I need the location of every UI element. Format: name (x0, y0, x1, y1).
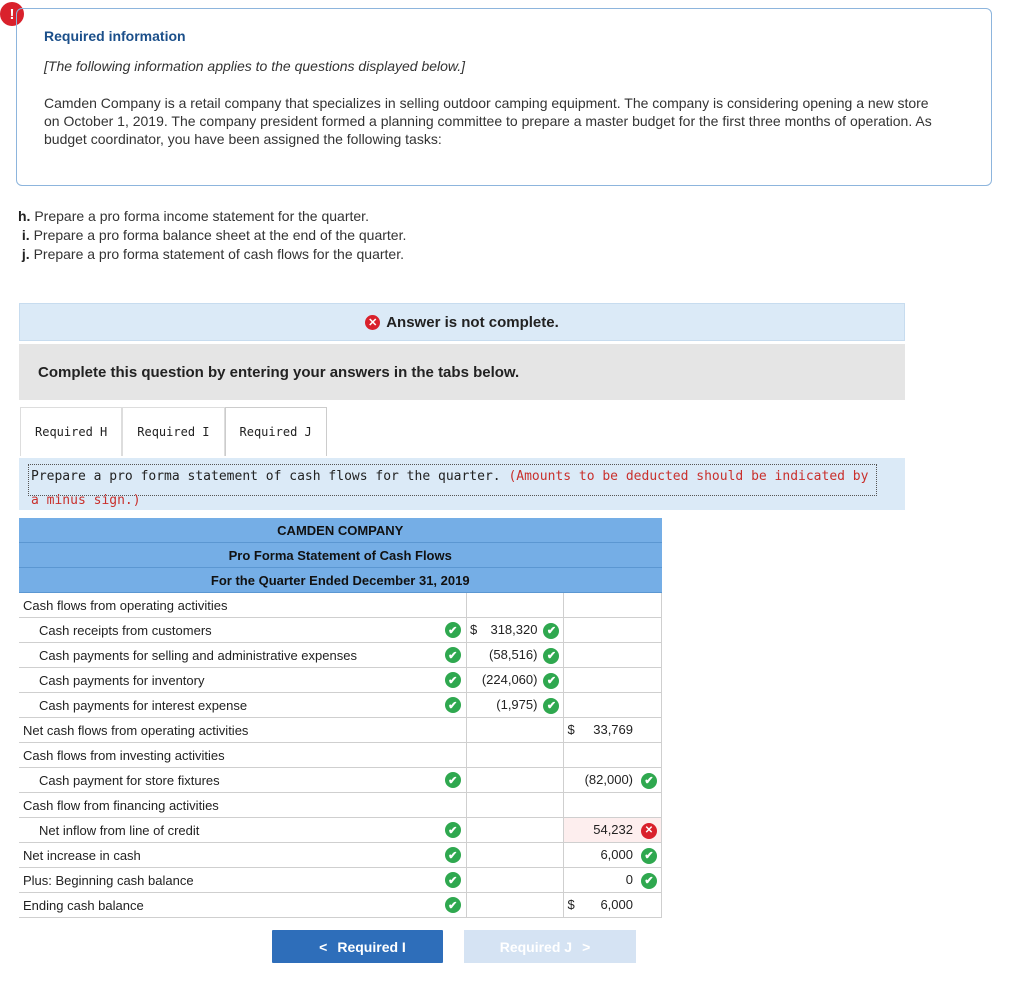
label-check-cell (439, 593, 466, 618)
amount-cell-detail[interactable] (466, 818, 563, 843)
label-check-cell (439, 743, 466, 768)
check-icon: ✔ (543, 698, 559, 714)
tab-required-h[interactable]: Required H (20, 407, 122, 456)
table-row (19, 593, 662, 618)
check-icon: ✔ (445, 647, 461, 663)
task-item: j. Prepare a pro forma statement of cash flows for the quarter. (21, 246, 404, 262)
statement-period: For the Quarter Ended December 31, 2019 (19, 568, 662, 593)
check-icon: ✔ (445, 822, 461, 838)
label-check-cell (439, 893, 466, 918)
complete-prompt: Complete this question by entering your answers in the tabs below. (19, 344, 905, 400)
amount-cell-total[interactable] (564, 593, 662, 618)
check-icon: ✔ (543, 673, 559, 689)
check-icon: ✔ (641, 773, 657, 789)
row-label[interactable]: Cash payment for store fixtures (19, 768, 439, 793)
table-row (19, 743, 662, 768)
label-check-cell (439, 618, 466, 643)
label-check-cell (439, 768, 466, 793)
check-icon: ✔ (445, 772, 461, 788)
instruction-text: Prepare a pro forma statement of cash flows for the quarter. (Amounts to be deducted should be indicated by a minus sign.) (28, 464, 877, 496)
info-title: Required information (44, 28, 186, 44)
label-check-cell (439, 693, 466, 718)
amount-cell-detail[interactable] (466, 593, 563, 618)
table-row (19, 643, 662, 668)
tab-bar (20, 407, 327, 456)
amount-cell-detail[interactable] (466, 768, 563, 793)
row-label[interactable]: Net cash flows from operating activities (19, 718, 439, 743)
amount-cell-detail[interactable] (466, 718, 563, 743)
row-label[interactable]: Cash payments for interest expense (19, 693, 439, 718)
chevron-right-icon: > (582, 938, 591, 955)
label-check-cell (439, 868, 466, 893)
row-label[interactable]: Ending cash balance (19, 893, 439, 918)
check-icon: ✔ (543, 648, 559, 664)
check-icon: ✔ (543, 623, 559, 639)
check-icon: ✔ (641, 873, 657, 889)
amount-cell-total[interactable] (564, 643, 662, 668)
check-icon: ✔ (445, 672, 461, 688)
label-check-cell (439, 643, 466, 668)
amount-cell-detail[interactable] (466, 843, 563, 868)
status-text: Answer is not complete. (386, 313, 559, 331)
info-note: [The following information applies to the questions displayed below.] (44, 58, 466, 74)
amount-value: (82,000) (584, 772, 633, 787)
table-row (19, 718, 662, 743)
table-row (19, 768, 662, 793)
amount-cell-detail[interactable] (466, 893, 563, 918)
task-item: i. Prepare a pro forma balance sheet at the end of the quarter. (21, 227, 407, 243)
table-row (19, 668, 662, 693)
dollar-sign: $ (567, 722, 575, 737)
amount-cell-detail[interactable] (466, 793, 563, 818)
row-label[interactable]: Cash payments for inventory (19, 668, 439, 693)
table-row (19, 868, 662, 893)
table-row (19, 893, 662, 918)
amount-cell-detail[interactable] (466, 868, 563, 893)
amount-cell-total[interactable] (564, 693, 662, 718)
next-required-j-button[interactable]: Required J > (464, 930, 636, 963)
table-row (19, 793, 662, 818)
cash-flow-statement-table (19, 518, 662, 918)
row-label[interactable]: Cash flows from operating activities (19, 593, 439, 618)
check-icon: ✔ (445, 697, 461, 713)
amount-cell-total[interactable] (564, 618, 662, 643)
row-label[interactable]: Net increase in cash (19, 843, 439, 868)
amount-cell-detail[interactable] (466, 643, 563, 668)
chevron-left-icon: < (319, 938, 328, 955)
task-list (18, 207, 406, 264)
row-label[interactable]: Cash payments for selling and administrative expenses (19, 643, 439, 668)
label-check-cell (439, 818, 466, 843)
amount-value: (58,516) (489, 647, 538, 662)
amount-value: (1,975) (496, 697, 538, 712)
answer-status-banner (19, 303, 905, 341)
amount-cell-total[interactable] (564, 818, 662, 843)
amount-cell-total[interactable] (564, 868, 662, 893)
amount-cell-total[interactable] (564, 843, 662, 868)
label-check-cell (439, 843, 466, 868)
amount-cell-detail[interactable] (466, 618, 563, 643)
amount-value: (224,060) (481, 672, 538, 687)
amount-value: 6,000 (600, 897, 633, 912)
dollar-sign: $ (567, 897, 575, 912)
amount-cell-total[interactable] (564, 793, 662, 818)
table-row (19, 843, 662, 868)
check-icon: ✔ (641, 848, 657, 864)
amount-cell-total[interactable] (564, 768, 662, 793)
table-row (19, 618, 662, 643)
incorrect-icon: ✕ (641, 823, 657, 839)
check-icon: ✔ (445, 872, 461, 888)
amount-value: 318,320 (490, 622, 538, 637)
alert-icon: ! (0, 2, 24, 26)
tab-required-j[interactable]: Required J (225, 407, 327, 456)
incorrect-icon: ✕ (365, 315, 380, 330)
amount-cell-detail[interactable] (466, 693, 563, 718)
amount-value: 54,232 (593, 822, 633, 837)
check-icon: ✔ (445, 897, 461, 913)
table-row (19, 693, 662, 718)
row-label[interactable]: Cash flows from investing activities (19, 743, 439, 768)
instruction-bar (19, 458, 905, 510)
prev-required-i-button[interactable]: < Required I (272, 930, 443, 963)
row-label[interactable]: Net inflow from line of credit (19, 818, 439, 843)
info-paragraph: Camden Company is a retail company that specializes in selling outdoor camping equipment. The company is considering opening a new store on October 1, 2019. The company president formed a planning committee to prepare a master budget for the first three months of operation. As budget coordinator, you have been assigned the following tasks: (44, 95, 932, 147)
statement-title: Pro Forma Statement of Cash Flows (19, 543, 662, 568)
amount-cell-detail[interactable] (466, 743, 563, 768)
amount-cell-total[interactable] (564, 668, 662, 693)
amount-cell-total[interactable] (564, 718, 662, 743)
tab-required-i[interactable]: Required I (122, 407, 224, 456)
amount-cell-total[interactable] (564, 743, 662, 768)
dollar-sign: $ (469, 622, 478, 637)
row-label[interactable]: Cash receipts from customers (19, 618, 439, 643)
task-item: h. Prepare a pro forma income statement for the quarter. (18, 208, 369, 224)
amount-cell-total[interactable] (564, 893, 662, 918)
table-row (19, 818, 662, 843)
amount-value: 6,000 (600, 847, 633, 862)
amount-value: 0 (625, 872, 633, 887)
row-label[interactable]: Plus: Beginning cash balance (19, 868, 439, 893)
label-check-cell (439, 718, 466, 743)
instruction-note: (Amounts to be deducted should be indicated by a minus sign.) (31, 469, 869, 508)
row-label[interactable]: Cash flow from financing activities (19, 793, 439, 818)
company-name: CAMDEN COMPANY (19, 518, 662, 543)
check-icon: ✔ (445, 847, 461, 863)
label-check-cell (439, 668, 466, 693)
check-icon: ✔ (445, 622, 461, 638)
label-check-cell (439, 793, 466, 818)
amount-value: 33,769 (593, 722, 633, 737)
amount-cell-detail[interactable] (466, 668, 563, 693)
